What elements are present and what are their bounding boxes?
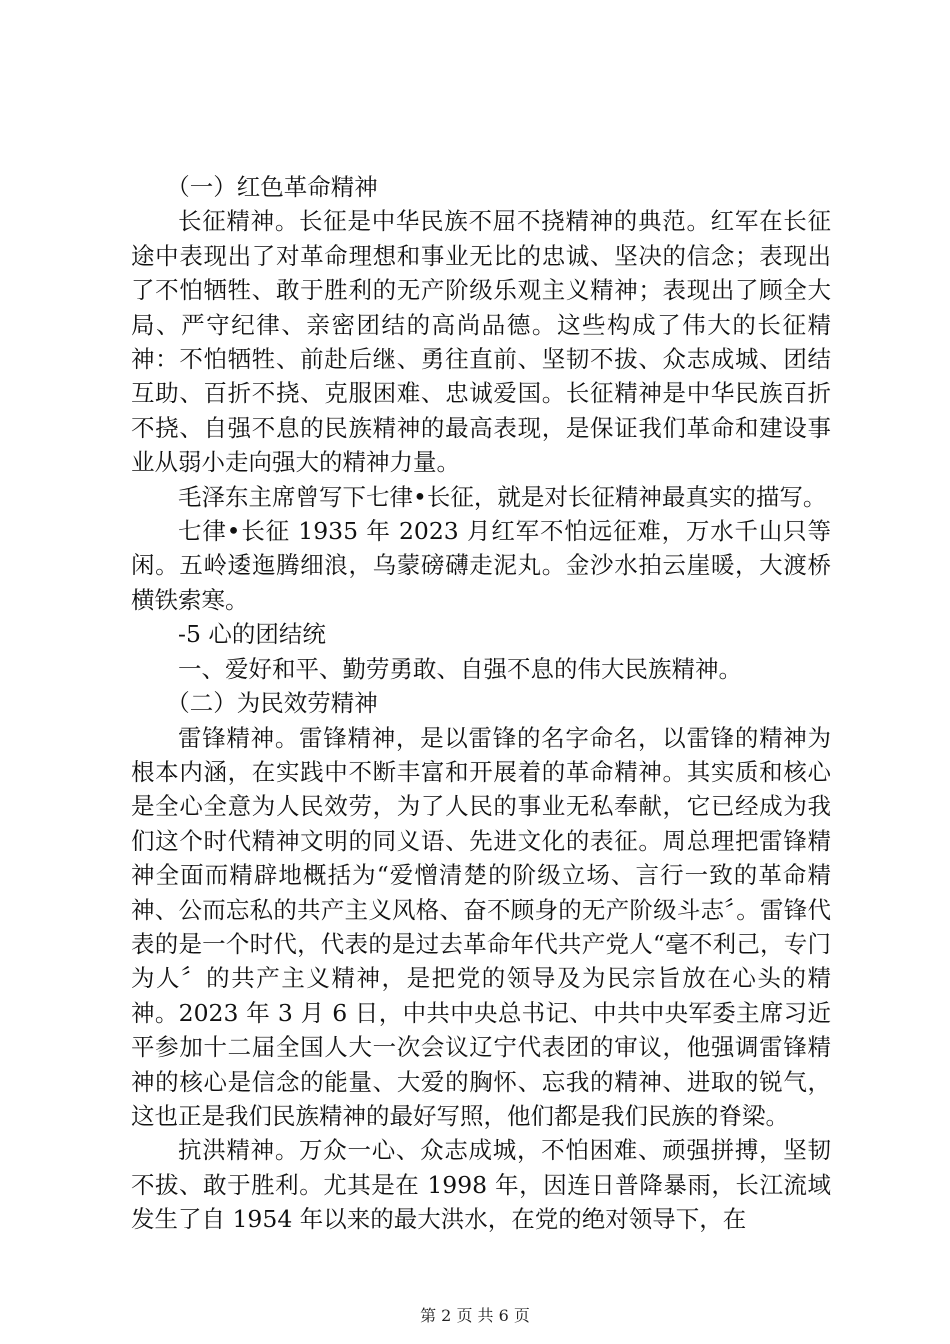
paragraph-flood-fighting-spirit: 抗洪精神。万众一心、众志成城，不怕困难、顽强拼搏，坚韧不拔、敢于胜利。尤其是在 1998 年，因连日普降暴雨，长江流域发生了自 1954 年以来的最大洪水，在党的绝对领导下，在 [131,1136,831,1234]
paragraph-poem-text: 七律•长征 1935 年 2023 月红军不怕远征难，万水千山只等闲。五岭逶迤腾细浪，乌蒙磅礴走泥丸。金沙水拍云崖暖，大渡桥横铁索寒。 [131,517,831,614]
section-heading-serve-people: （二）为民效劳精神 [166,689,378,718]
document-body [131,170,831,1237]
paragraph-lei-feng-spirit: 雷锋精神。雷锋精神，是以雷锋的名字命名，以雷锋的精神为根本内涵，在实践中不断丰富和开展着的革命精神。其实质和核心是全心全意为人民效劳，为了人民的事业无私奉献，它已经成为我们这个时代精神文明的同义语、先进文化的表征。周总理把雷锋精神全面而精辟地概括为“爱憎清楚的阶级立场、言行一致的革命精神、公而忘私的共产主义风格、奋不顾身的无产阶级斗志〞。雷锋代表的是一个时代，代表的是过去革命年代共产党人“毫不利己，专门为人〞的共产主义精神，是把党的领导及为民宗旨放在心头的精神。2023 年 3 月 6 日，中共中央总书记、中共中央军委主席习近平参加十二届全国人大一次会议辽宁代表团的审议，他强调雷锋精神的核心是信念的能量、大爱的胸怀、忘我的精神、进取的锐气，这也正是我们民族精神的最好写照，他们都是我们民族的脊梁。 [131,723,831,1130]
paragraph-mao-poem-intro: 毛泽东主席曾写下七律•长征，就是对长征精神最真实的描写。 [178,482,827,511]
paragraph-long-march-spirit: 长征精神。长征是中华民族不屈不挠精神的典范。红军在长征途中表现出了对革命理想和事业无比的忠诚、坚决的信念；表现出了不怕牺牲、敢于胜利的无产阶级乐观主义精神；表现出了顾全大局、严守纪律、亲密团结的高尚品德。这些构成了伟大的长征精神：不怕牺牲、前赴后继、勇往直前、坚韧不拔、众志成城、团结互助、百折不挠、克服困难、忠诚爱国。长征精神是中华民族百折不挠、自强不息的民族精神的最高表现，是保证我们革命和建设事业从弱小走向强大的精神力量。 [131,207,831,477]
paragraph-fragment: -5 心的团结统 [178,620,326,649]
paragraph-national-spirit: 一、爱好和平、勤劳勇敢、自强不息的伟大民族精神。 [178,654,742,683]
section-heading-red-revolution: （一）红色革命精神 [166,173,378,201]
page-number-footer: 第 2 页 共 6 页 [420,1306,530,1325]
